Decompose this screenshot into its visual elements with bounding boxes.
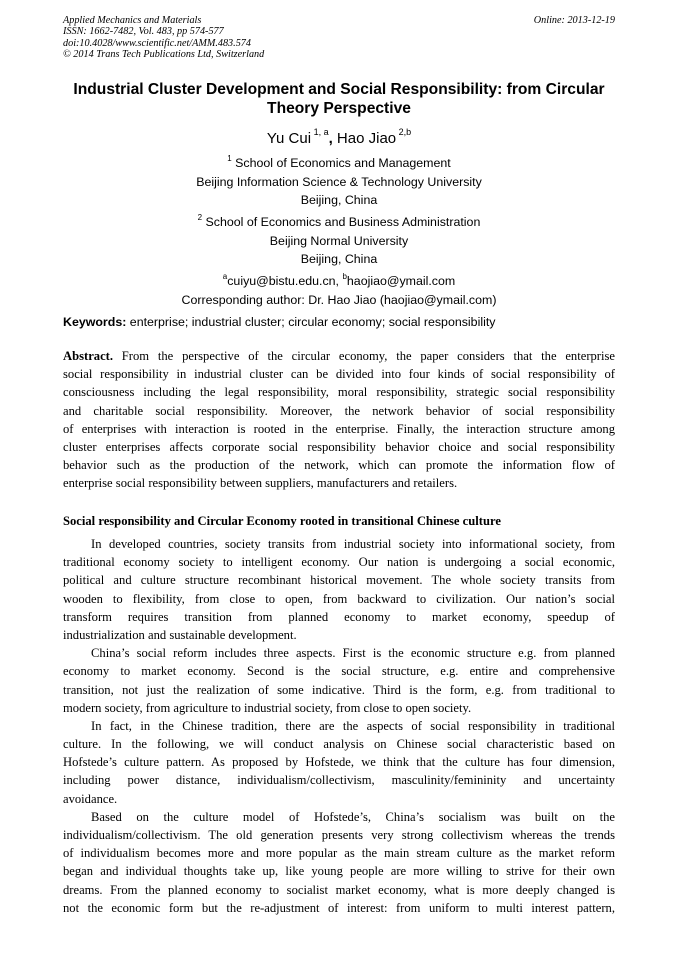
abstract-line: Abstract. From the perspective of the circular economy, the paper considers that the enterprise: [63, 349, 615, 363]
doi-line: doi:10.4028/www.scientific.net/AMM.483.574: [63, 37, 251, 49]
body-line: wooden to flexibility, from close to open, from backward to civilization. Our nation’s social: [63, 591, 615, 606]
author-1-name: Yu Cui: [266, 130, 312, 147]
author-list: [63, 124, 615, 149]
body-line: political and culture structure recombinant historical movement. The whole society transits from: [63, 573, 615, 588]
email-b: haojiao@ymail.com: [346, 273, 456, 288]
title-line-2: Theory Perspective: [267, 100, 411, 117]
email-line: [63, 269, 615, 291]
abstract-line: cluster enterprises affects corporate social responsibility behavior choice and social responsibility: [63, 439, 615, 454]
email-a: cuiyu@bistu.edu.cn,: [227, 273, 343, 288]
abstract-line: of enterprises with interaction is rooted in the enterprise. Finally, the interaction structure among: [63, 421, 615, 436]
affiliations: [63, 151, 615, 309]
body-line: In developed countries, society transits from industrial society into informational society, from: [91, 537, 615, 551]
body-line: economy to market economy. Second is the social structure, e.g. entire and comprehensive: [63, 664, 615, 679]
body-line: traditional economy society to intelligent economy. Our nation is undergoing a social economic,: [63, 555, 615, 570]
keywords-text: enterprise; industrial cluster; circular economy; social responsibility: [126, 315, 496, 329]
author-2-affil: 2,b: [396, 127, 412, 137]
body-line: China’s social reform includes three aspects. First is the economic structure e.g. from planned: [91, 646, 615, 661]
body-line: industrialization and sustainable development.: [63, 627, 297, 642]
affil-1-institution: Beijing Information Science & Technology University: [196, 174, 482, 189]
author-1-affil: 1, a: [311, 127, 329, 137]
body-line: In fact, in the Chinese tradition, there are the aspects of social responsibility in traditional: [91, 718, 615, 733]
abstract-line: behavior such as the production of the network, which can promote the information flow of: [63, 458, 615, 473]
body-line: Hofstede’s culture pattern. As proposed by Hofstede, we think that the culture has four dimension,: [63, 755, 615, 770]
abstract-line: and charitable social responsibility. Moreover, the network behavior of social responsibility: [63, 403, 615, 418]
paper-title: [63, 80, 615, 118]
body-line: modern society, from agriculture to industrial society, from close to open society.: [63, 700, 472, 715]
abstract: [63, 347, 615, 493]
body-line: transition, not just the realization of some indicative. Third is the form, e.g. from traditional to: [63, 682, 615, 697]
body-line: of individualism becomes more and more popular as the main stream culture as the market reform: [63, 846, 615, 861]
body-line: culture. In the following, we will conduct analysis on Chinese social characteristic based on: [63, 737, 615, 752]
abstract-line: social responsibility in industrial cluster can be divided into four kinds of social responsibility of: [63, 367, 615, 382]
affil-2-location: Beijing, China: [300, 252, 378, 267]
title-line-1: Industrial Cluster Development and Social Responsibility: from Circular: [73, 81, 605, 98]
affil-1-dept-text: School of Economics and Management: [231, 156, 451, 171]
journal-name: Applied Mechanics and Materials: [63, 15, 202, 26]
author-separator: ,: [328, 130, 337, 147]
affil-2-mark: 2: [197, 212, 203, 222]
corresponding-author: Corresponding author: Dr. Hao Jiao (haojiao@ymail.com): [181, 292, 497, 307]
copyright-line: © 2014 Trans Tech Publications Ltd, Switzerland: [63, 48, 265, 60]
body-line: including power distance, individualism/collectivism, masculinity/femininity and uncertainty: [63, 773, 615, 788]
author-2-name: Hao Jiao: [336, 130, 397, 147]
affil-1-location: Beijing, China: [300, 193, 378, 208]
body-line: Based on the culture model of Hofstede’s, China’s socialism was built on the: [91, 809, 615, 824]
abstract-label: Abstract.: [63, 349, 114, 363]
section-body: [63, 535, 615, 917]
body-line: avoidance.: [63, 791, 118, 806]
body-line: not the economic form but the re-adjustment of interest: from uniform to multi interest pattern,: [63, 900, 615, 915]
affil-1-dept: [63, 151, 615, 173]
section-heading: Social responsibility and Circular Economy rooted in transitional Chinese culture: [63, 514, 501, 528]
keywords: [63, 314, 615, 330]
affil-2-institution: Beijing Normal University: [269, 233, 409, 248]
journal-header: [63, 15, 615, 60]
body-line: transform requires transition from planned economy to market economy, speedup of: [63, 609, 615, 624]
abstract-line: enterprise social responsibility between suppliers, manufacturers and retailers.: [63, 476, 458, 491]
issn-line: ISSN: 1662-7482, Vol. 483, pp 574-577: [63, 26, 224, 38]
online-date: Online: 2013-12-19: [533, 15, 615, 26]
email-a-mark: a: [222, 271, 228, 281]
body-line: dreams. From the planned economy to socialist market economy, what is more deeply changed is: [63, 882, 615, 897]
keywords-label: Keywords:: [63, 315, 127, 329]
body-line: individualism/collectivism. The old generation presents very strong collectivism whereas the trends: [63, 828, 615, 842]
affil-1-mark: 1: [227, 154, 232, 163]
email-b-mark: b: [342, 271, 347, 281]
body-line: began and individual thoughts take up, like young people are more willing to strive for their own: [63, 864, 615, 879]
affil-2-dept-text: School of Economics and Business Administration: [202, 215, 481, 230]
affil-2-dept: [63, 210, 615, 232]
abstract-line: consciousness including the legal responsibility, moral responsibility, strategic social responsibility: [63, 385, 615, 400]
